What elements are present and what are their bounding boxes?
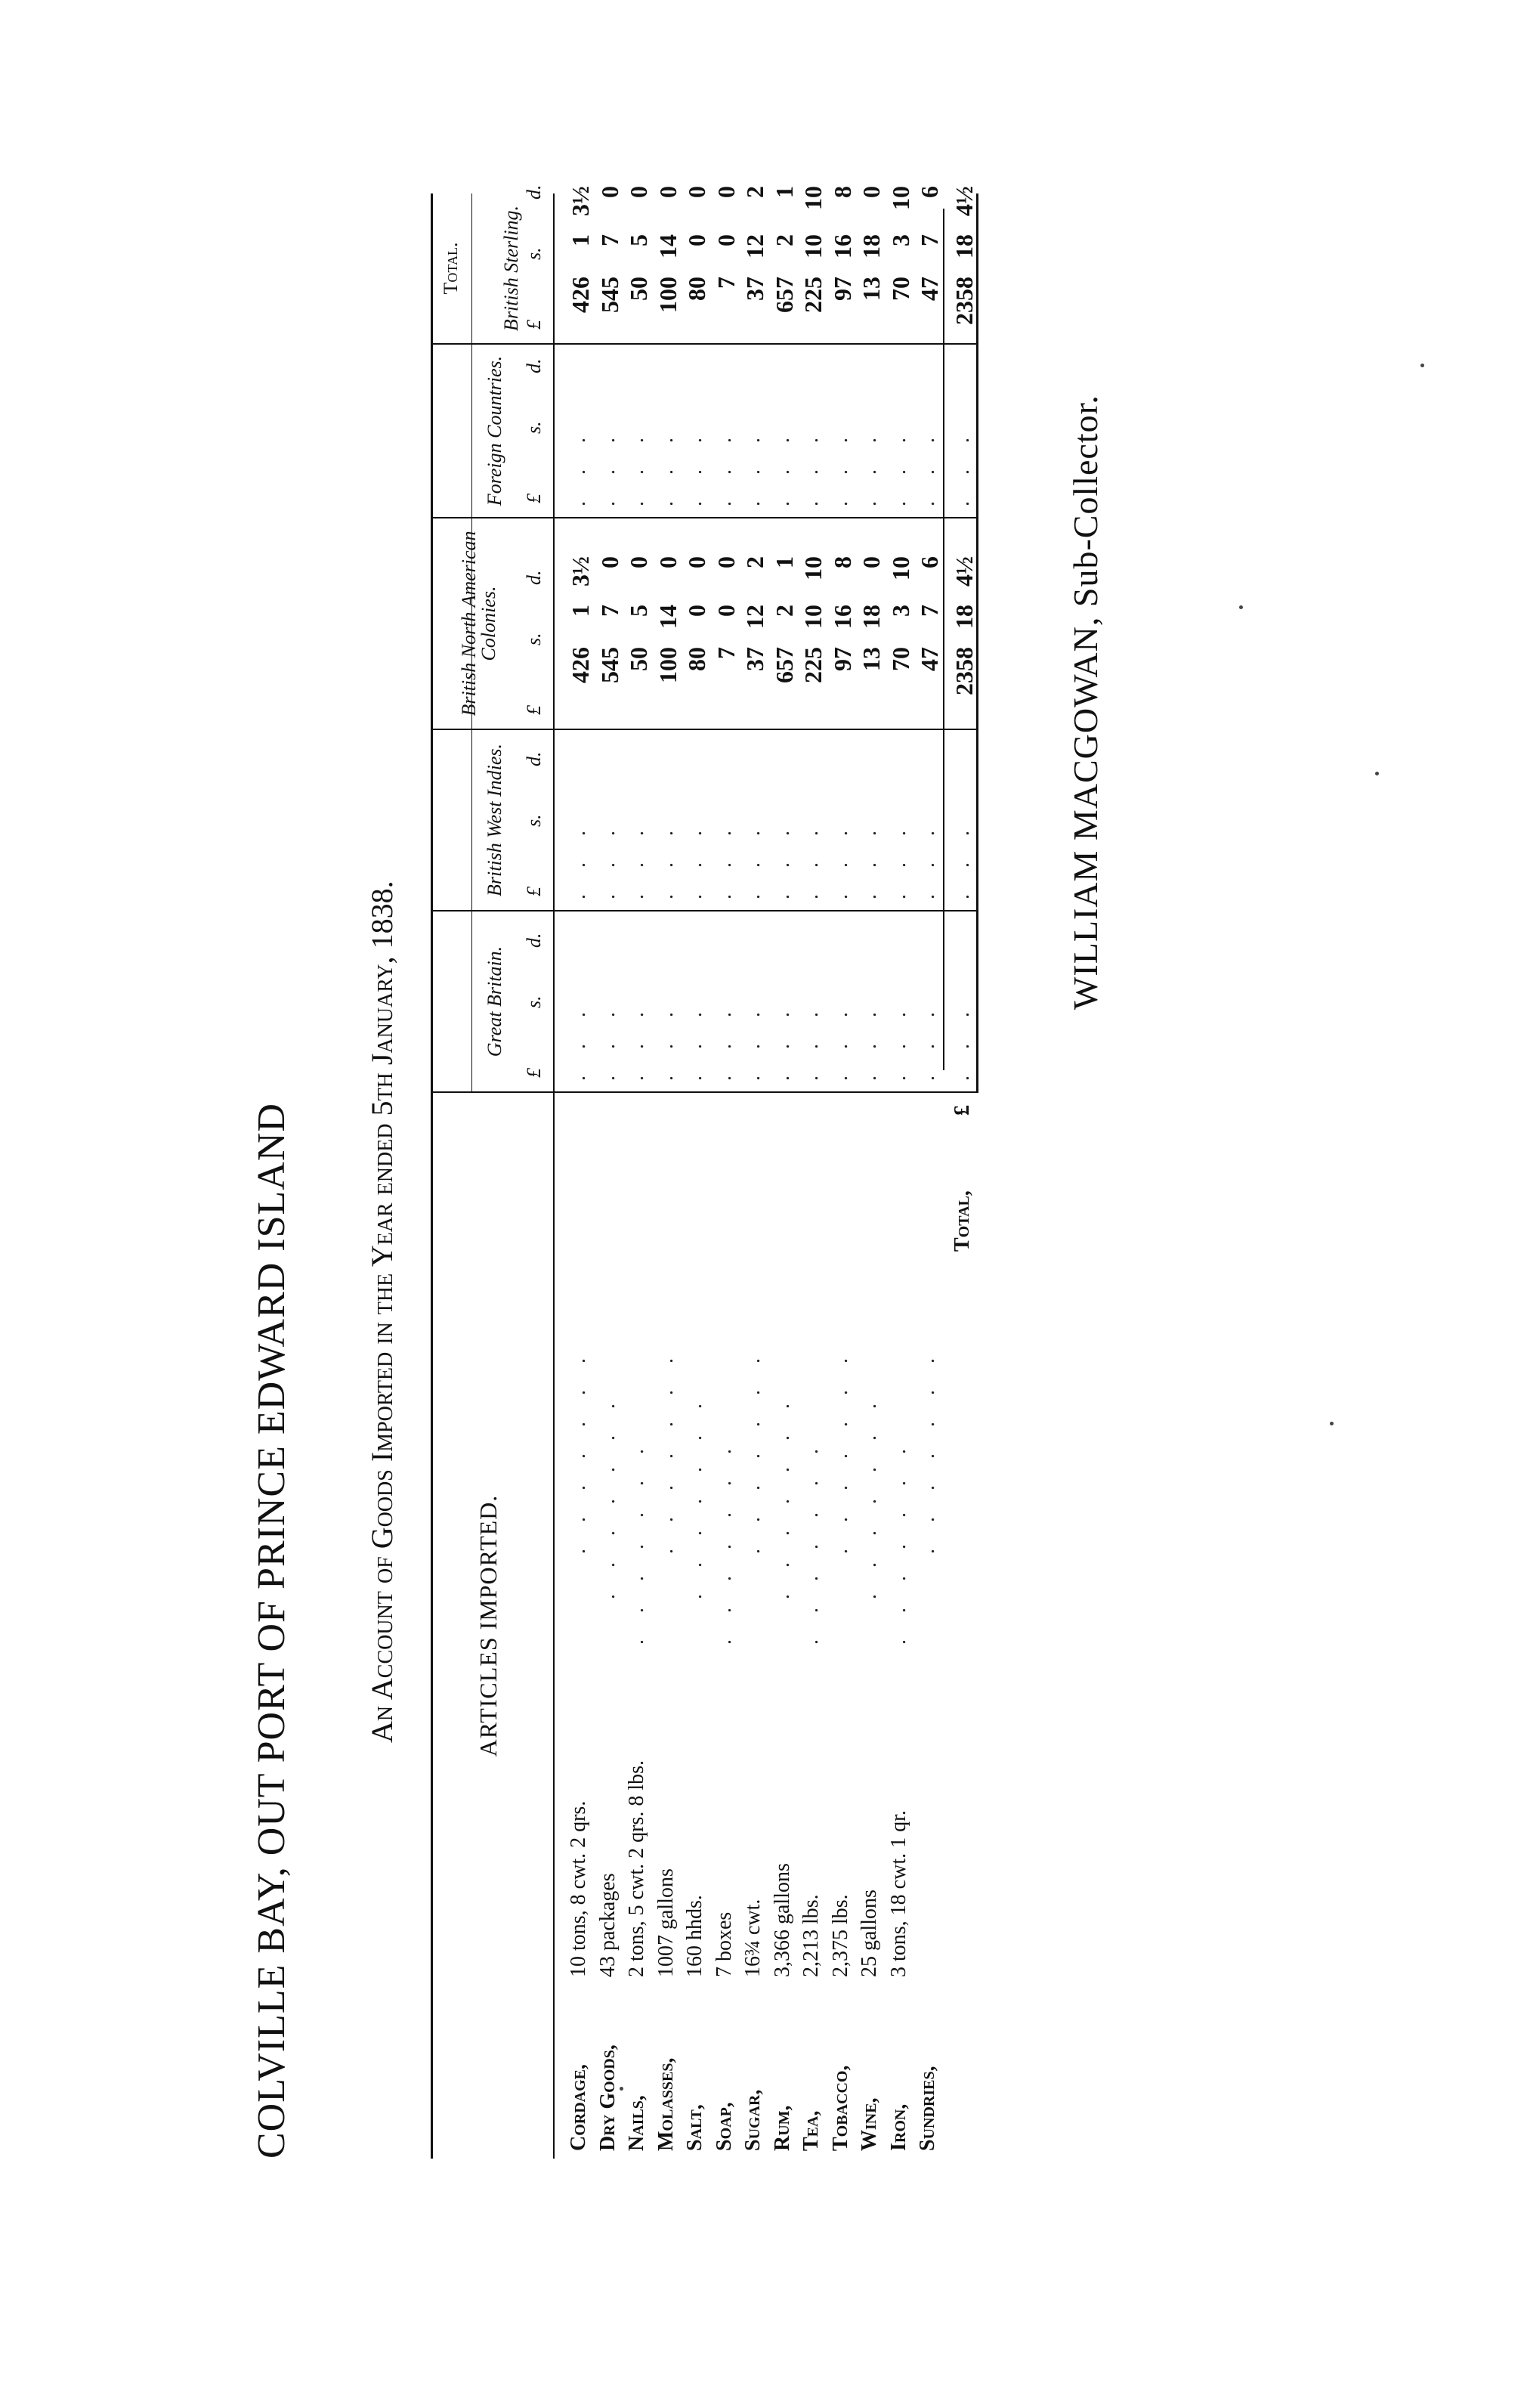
bna-value-pounds: 657 (770, 647, 798, 683)
total-value-pence: 0 (683, 186, 710, 198)
total-value-pounds: 657 (770, 277, 798, 313)
lsd-header-label: s. (523, 247, 545, 260)
empty-cell-dots: . . . (916, 820, 939, 899)
bna-value-shillings: 1 (567, 605, 594, 617)
empty-cell-dots: . . . (916, 427, 939, 506)
bna-value-pence: 3½ (567, 556, 594, 587)
empty-cell-dots: . . . (828, 820, 852, 899)
lsd-header-label: s. (523, 995, 545, 1008)
grand-total-shillings: 18 (951, 234, 978, 258)
total-value-shillings: 0 (683, 234, 710, 246)
bna-value-pounds: 225 (799, 647, 827, 683)
bna-value-pounds: 37 (741, 647, 768, 671)
leader-dots: . . . . . . . (567, 1348, 590, 1554)
lsd-header-label: d. (523, 751, 545, 766)
empty-cell-dots: . . . (951, 1001, 974, 1081)
article-name: Sugar, (741, 2089, 765, 2151)
total-value-shillings: 16 (828, 234, 856, 258)
article-name: Nails, (625, 2095, 648, 2151)
lsd-header-label: s. (523, 421, 545, 434)
bna-value-shillings: 18 (858, 605, 885, 629)
scan-speck (1420, 364, 1424, 367)
total-value-pounds: 80 (683, 277, 710, 301)
article-quantity: 2,213 lbs. (799, 1894, 823, 1977)
empty-cell-dots: . . . (595, 820, 620, 899)
leader-dots: . . . . . . . (595, 1393, 620, 1599)
total-value-pounds: 97 (828, 277, 856, 301)
lsd-header-label: d. (523, 933, 545, 948)
header-british-sterling: British Sterling. (500, 205, 522, 332)
total-value-pounds: 225 (799, 277, 827, 313)
article-quantity: 25 gallons (858, 1890, 881, 1977)
empty-cell-dots: . . . (799, 427, 823, 506)
table-top-rule (431, 193, 433, 2159)
total-value-pence: 8 (828, 186, 856, 198)
scan-speck (1239, 605, 1243, 609)
lsd-header-label: s. (523, 633, 545, 645)
article-name: Iron, (886, 2103, 910, 2151)
empty-cell-dots: . . . (951, 820, 974, 899)
total-value-pounds: 13 (858, 277, 885, 301)
article-name: Wine, (858, 2097, 881, 2151)
empty-cell-dots: . . . (683, 820, 706, 899)
empty-cell-dots: . . . (625, 1001, 648, 1081)
bna-value-pounds: 47 (916, 647, 943, 671)
lsd-header-label: d. (523, 570, 545, 585)
total-value-shillings: 14 (654, 234, 682, 258)
empty-cell-dots: . . . (683, 1001, 706, 1081)
bna-value-shillings: 2 (770, 605, 798, 617)
bna-value-pounds: 50 (625, 647, 652, 671)
total-value-pounds: 7 (712, 277, 740, 289)
empty-cell-dots: . . . (712, 820, 736, 899)
header-bottom-rule (553, 193, 555, 2159)
total-value-pounds: 50 (625, 277, 652, 301)
total-value-pence: 2 (741, 186, 768, 198)
bna-value-pence: 8 (828, 556, 856, 568)
article-name: Tea, (799, 2110, 823, 2151)
empty-cell-dots: . . . (886, 820, 910, 899)
article-quantity: 16¾ cwt. (741, 1899, 765, 1977)
bna-total-pence: 4½ (951, 556, 978, 587)
bna-value-shillings: 10 (799, 605, 827, 629)
article-name: Sundries, (916, 2066, 939, 2151)
lsd-header-label: £ (523, 705, 545, 715)
article-quantity: 1007 gallons (654, 1868, 678, 1977)
bna-value-pence: 0 (625, 556, 652, 568)
total-value-pence: 6 (916, 186, 943, 198)
article-quantity: 2 tons, 5 cwt. 2 qrs. 8 lbs. (625, 1760, 648, 1977)
empty-cell-dots: . . . (595, 427, 620, 506)
total-value-shillings: 5 (625, 234, 652, 246)
total-row-currency: £ (951, 1105, 974, 1116)
empty-cell-dots: . . . (683, 427, 706, 506)
empty-cell-dots: . . . (654, 1001, 678, 1081)
lsd-header-label: £ (523, 494, 545, 503)
total-value-shillings: 1 (567, 234, 594, 246)
leader-dots: . . . . . . . (770, 1393, 794, 1599)
article-name: Tobacco, (828, 2065, 852, 2151)
leader-dots: . . . . . . . (886, 1438, 910, 1645)
grand-total-pence: 4½ (951, 186, 978, 216)
bna-value-pence: 0 (858, 556, 885, 568)
leader-dots: . . . . . . . (683, 1393, 706, 1599)
total-value-pence: 0 (858, 186, 885, 198)
total-value-pounds: 37 (741, 277, 768, 301)
empty-cell-dots: . . . (886, 1001, 910, 1081)
bna-total-pounds: 2358 (951, 647, 978, 695)
bna-value-shillings: 12 (741, 605, 768, 629)
article-quantity: 7 boxes (712, 1911, 736, 1977)
empty-cell-dots: . . . (828, 1001, 852, 1081)
article-quantity: 43 packages (595, 1873, 620, 1977)
leader-dots: . . . . . . . (654, 1348, 678, 1554)
empty-cell-dots: . . . (770, 1001, 794, 1081)
total-value-pence: 1 (770, 186, 798, 198)
total-value-pounds: 426 (567, 277, 594, 313)
bna-value-pounds: 70 (886, 647, 914, 671)
header-british-north-american: British North American Colonies. (458, 531, 499, 717)
col-rule-4 (431, 517, 978, 518)
bna-value-pounds: 7 (712, 647, 740, 659)
leader-dots: . . . . . . . (741, 1348, 765, 1554)
empty-cell-dots: . . . (567, 820, 590, 899)
bna-value-pounds: 426 (567, 647, 594, 683)
total-value-pounds: 100 (654, 277, 682, 313)
empty-cell-dots: . . . (712, 427, 736, 506)
empty-cell-dots: . . . (799, 820, 823, 899)
empty-cell-dots: . . . (770, 427, 794, 506)
bna-value-shillings: 7 (916, 605, 943, 617)
article-quantity: 2,375 lbs. (828, 1894, 852, 1977)
empty-cell-dots: . . . (858, 427, 881, 506)
total-value-pence: 10 (799, 186, 827, 210)
total-value-pence: 0 (654, 186, 682, 198)
total-value-shillings: 7 (916, 234, 943, 246)
empty-cell-dots: . . . (654, 820, 678, 899)
bna-value-pounds: 13 (858, 647, 885, 671)
total-value-shillings: 18 (858, 234, 885, 258)
imports-table (431, 184, 990, 2159)
leader-dots: . . . . . . . (916, 1348, 939, 1554)
empty-cell-dots: . . . (886, 427, 910, 506)
total-value-shillings: 10 (799, 234, 827, 258)
bna-value-shillings: 14 (654, 605, 682, 629)
col-rule-2 (431, 910, 978, 912)
bna-value-pence: 10 (886, 556, 914, 580)
bna-value-shillings: 0 (683, 605, 710, 617)
empty-cell-dots: . . . (741, 1001, 765, 1081)
scan-speck (1375, 772, 1379, 775)
total-value-shillings: 12 (741, 234, 768, 258)
total-value-pounds: 545 (595, 277, 623, 313)
bna-value-pence: 2 (741, 556, 768, 568)
col-rule-1 (431, 1091, 978, 1093)
lsd-header-label: £ (523, 887, 545, 896)
bna-value-pence: 0 (654, 556, 682, 568)
bna-value-shillings: 3 (886, 605, 914, 617)
bna-value-pounds: 545 (595, 647, 623, 683)
scan-speck (620, 2087, 623, 2091)
document-subtitle: An Account of Goods Imported in the Year ended 5th January, 1838. (365, 881, 399, 1743)
bna-value-shillings: 7 (595, 605, 623, 617)
total-row-label: Total, (951, 1190, 974, 1252)
lsd-header-label: d. (523, 184, 545, 200)
empty-cell-dots: . . . (741, 820, 765, 899)
empty-cell-dots: . . . (625, 820, 648, 899)
bna-value-shillings: 16 (828, 605, 856, 629)
article-name: Soap, (712, 2102, 736, 2151)
leader-dots: . . . . . . . (625, 1438, 648, 1645)
article-quantity: 160 hhds. (683, 1895, 706, 1977)
empty-cell-dots: . . . (741, 427, 765, 506)
total-value-pence: 0 (712, 186, 740, 198)
bna-value-pence: 0 (595, 556, 623, 568)
bna-value-shillings: 5 (625, 605, 652, 617)
empty-cell-dots: . . . (858, 1001, 881, 1081)
scan-speck (1330, 1422, 1334, 1425)
bna-value-pence: 10 (799, 556, 827, 580)
article-quantity: 10 tons, 8 cwt. 2 qrs. (567, 1800, 590, 1977)
article-quantity: 3 tons, 18 cwt. 1 qr. (886, 1810, 910, 1977)
empty-cell-dots: . . . (625, 427, 648, 506)
bna-total-shillings: 18 (951, 605, 978, 629)
lsd-header-label: £ (523, 1068, 545, 1078)
total-value-shillings: 2 (770, 234, 798, 246)
empty-cell-dots: . . . (828, 427, 852, 506)
lsd-header-label: d. (523, 358, 545, 373)
empty-cell-dots: . . . (654, 427, 678, 506)
articles-header: ARTICLES IMPORTED. (474, 1494, 502, 1757)
total-value-shillings: 7 (595, 234, 623, 246)
empty-cell-dots: . . . (799, 1001, 823, 1081)
total-value-pence: 0 (625, 186, 652, 198)
leader-dots: . . . . . . . (858, 1393, 881, 1599)
empty-cell-dots: . . . (595, 1001, 620, 1081)
empty-cell-dots: . . . (858, 820, 881, 899)
leader-dots: . . . . . . . (828, 1348, 852, 1554)
total-value-shillings: 3 (886, 234, 914, 246)
total-value-pounds: 70 (886, 277, 914, 301)
bna-value-pounds: 100 (654, 647, 682, 683)
article-name: Rum, (770, 2105, 794, 2151)
empty-cell-dots: . . . (567, 1001, 590, 1081)
bna-value-pence: 1 (770, 556, 798, 568)
total-value-pence: 3½ (567, 186, 594, 216)
empty-cell-dots: . . . (567, 427, 590, 506)
empty-cell-dots: . . . (951, 427, 974, 506)
empty-cell-dots: . . . (916, 1001, 939, 1081)
leader-dots: . . . . . . . (712, 1438, 736, 1645)
lsd-header-label: s. (523, 814, 545, 827)
total-value-pence: 10 (886, 186, 914, 210)
total-value-pounds: 47 (916, 277, 943, 301)
bna-value-pounds: 97 (828, 647, 856, 671)
article-name: Molasses, (654, 2057, 678, 2151)
empty-cell-dots: . . . (712, 1001, 736, 1081)
empty-cell-dots: . . . (770, 820, 794, 899)
article-quantity: 3,366 gallons (770, 1863, 794, 1977)
leader-dots: . . . . . . . (799, 1438, 823, 1645)
total-value-shillings: 0 (712, 234, 740, 246)
grand-total-pounds: 2358 (951, 277, 978, 325)
signature: WILLIAM MACGOWAN, Sub-Collector. (1066, 395, 1105, 1010)
document-title: COLVILLE BAY, OUT PORT OF PRINCE EDWARD ISLAND (250, 1103, 293, 2159)
total-value-pence: 0 (595, 186, 623, 198)
header-foreign-countries: Foreign Countries. (484, 355, 505, 506)
lsd-header-label: £ (523, 320, 545, 330)
bna-value-pounds: 80 (683, 647, 710, 671)
header-total: Total. (440, 242, 462, 295)
bna-value-pence: 0 (712, 556, 740, 568)
col-rule-3 (431, 729, 978, 730)
header-great-britain: Great Britain. (484, 946, 505, 1057)
header-british-west-indies: British West Indies. (484, 744, 505, 896)
bna-value-shillings: 0 (712, 605, 740, 617)
bna-value-pence: 6 (916, 556, 943, 568)
article-name: Dry Goods, (595, 2044, 620, 2151)
bna-value-pence: 0 (683, 556, 710, 568)
article-name: Salt, (683, 2104, 706, 2151)
article-name: Cordage, (567, 2063, 590, 2151)
